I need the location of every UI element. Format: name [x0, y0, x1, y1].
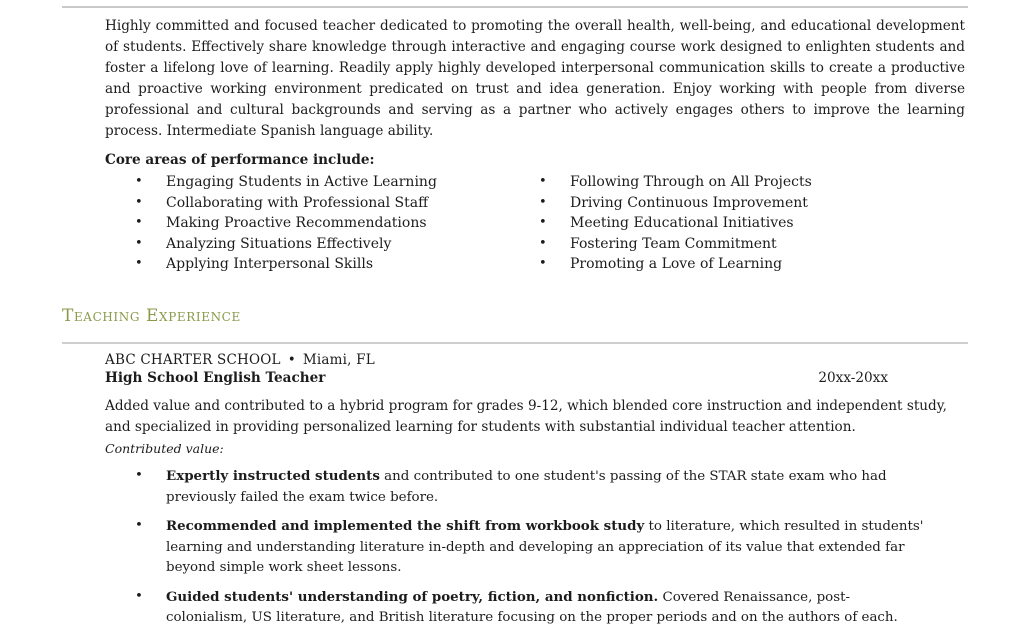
employment-dates: 20xx-20xx: [818, 370, 888, 386]
achievement-lead: Recommended and implemented the shift from workbook study: [166, 518, 645, 534]
core-area-item: • Promoting a Love of Learning: [509, 254, 913, 275]
core-area-item: • Collaborating with Professional Staff: [105, 193, 509, 214]
role-row: [105, 370, 965, 386]
achievement-item: [105, 587, 965, 629]
achievement-lead: Guided students' understanding of poetry, fiction, and nonfiction.: [166, 588, 659, 605]
profile-section: [105, 16, 965, 275]
core-areas-right-column: [509, 172, 913, 275]
core-area-item: • Fostering Team Commitment: [509, 234, 913, 255]
job-title: High School English Teacher: [105, 370, 326, 386]
employer-line: [105, 352, 965, 368]
core-area-item: • Applying Interpersonal Skills: [105, 254, 509, 275]
professional-summary: Highly committed and focused teacher dedicated to promoting the overall health, well-being, and educational development of students. Effectively share knowledge through interactive and engaging course work designed to enlighten students and foster a lifelong love of learning. Readily apply highly developed interpersonal communication skills to create a productive and proactive working environment predicated on trust and idea generation. Enjoy working with people from diverse professional and cultural backgrounds and serving as a partner who actively engages others to improve the learning process. Intermediate Spanish language ability.: [105, 18, 965, 139]
top-divider: [62, 6, 968, 8]
core-area-item: • Analyzing Situations Effectively: [105, 234, 509, 255]
achievements-list: [105, 466, 965, 629]
job-description: Added value and contributed to a hybrid program for grades 9-12, which blended core instruction and independent study, and specialized in providing personalized learning for students with substantial individual teacher attention.: [105, 398, 947, 435]
bullet-separator: •: [287, 352, 296, 368]
employer-name: ABC CHARTER SCHOOL: [105, 352, 281, 368]
experience-entry: [105, 352, 965, 637]
contributed-value-label: Contributed value:: [105, 441, 224, 456]
core-areas-left-column: [105, 172, 509, 275]
section-divider: [62, 342, 968, 344]
core-area-item: • Making Proactive Recommendations: [105, 213, 509, 234]
core-areas-heading: Core areas of performance include:: [105, 152, 375, 168]
achievement-text: Covered Renaissance, post-colonialism, US literature, and British literature focusing on the proper periods and on the authors of each.: [166, 589, 898, 625]
achievement-item: [105, 466, 965, 508]
core-area-item: • Driving Continuous Improvement: [509, 193, 913, 214]
achievement-text: to literature, which resulted in students' learning and understanding literature in-depth and developing an appreciation of its value that extended far beyond simple work sheet lessons.: [166, 519, 924, 575]
core-areas-list: [105, 172, 965, 275]
teaching-experience-heading: Teaching Experience: [62, 306, 241, 326]
achievement-lead: Expertly instructed students: [166, 468, 380, 484]
core-area-item: • Engaging Students in Active Learning: [105, 172, 509, 193]
core-area-item: • Meeting Educational Initiatives: [509, 213, 913, 234]
achievement-text: and contributed to one student's passing of the STAR state exam who had previously failed the exam twice before.: [166, 469, 887, 505]
core-area-item: • Following Through on All Projects: [509, 172, 913, 193]
achievement-item: [105, 516, 965, 579]
employer-location: Miami, FL: [302, 352, 375, 368]
